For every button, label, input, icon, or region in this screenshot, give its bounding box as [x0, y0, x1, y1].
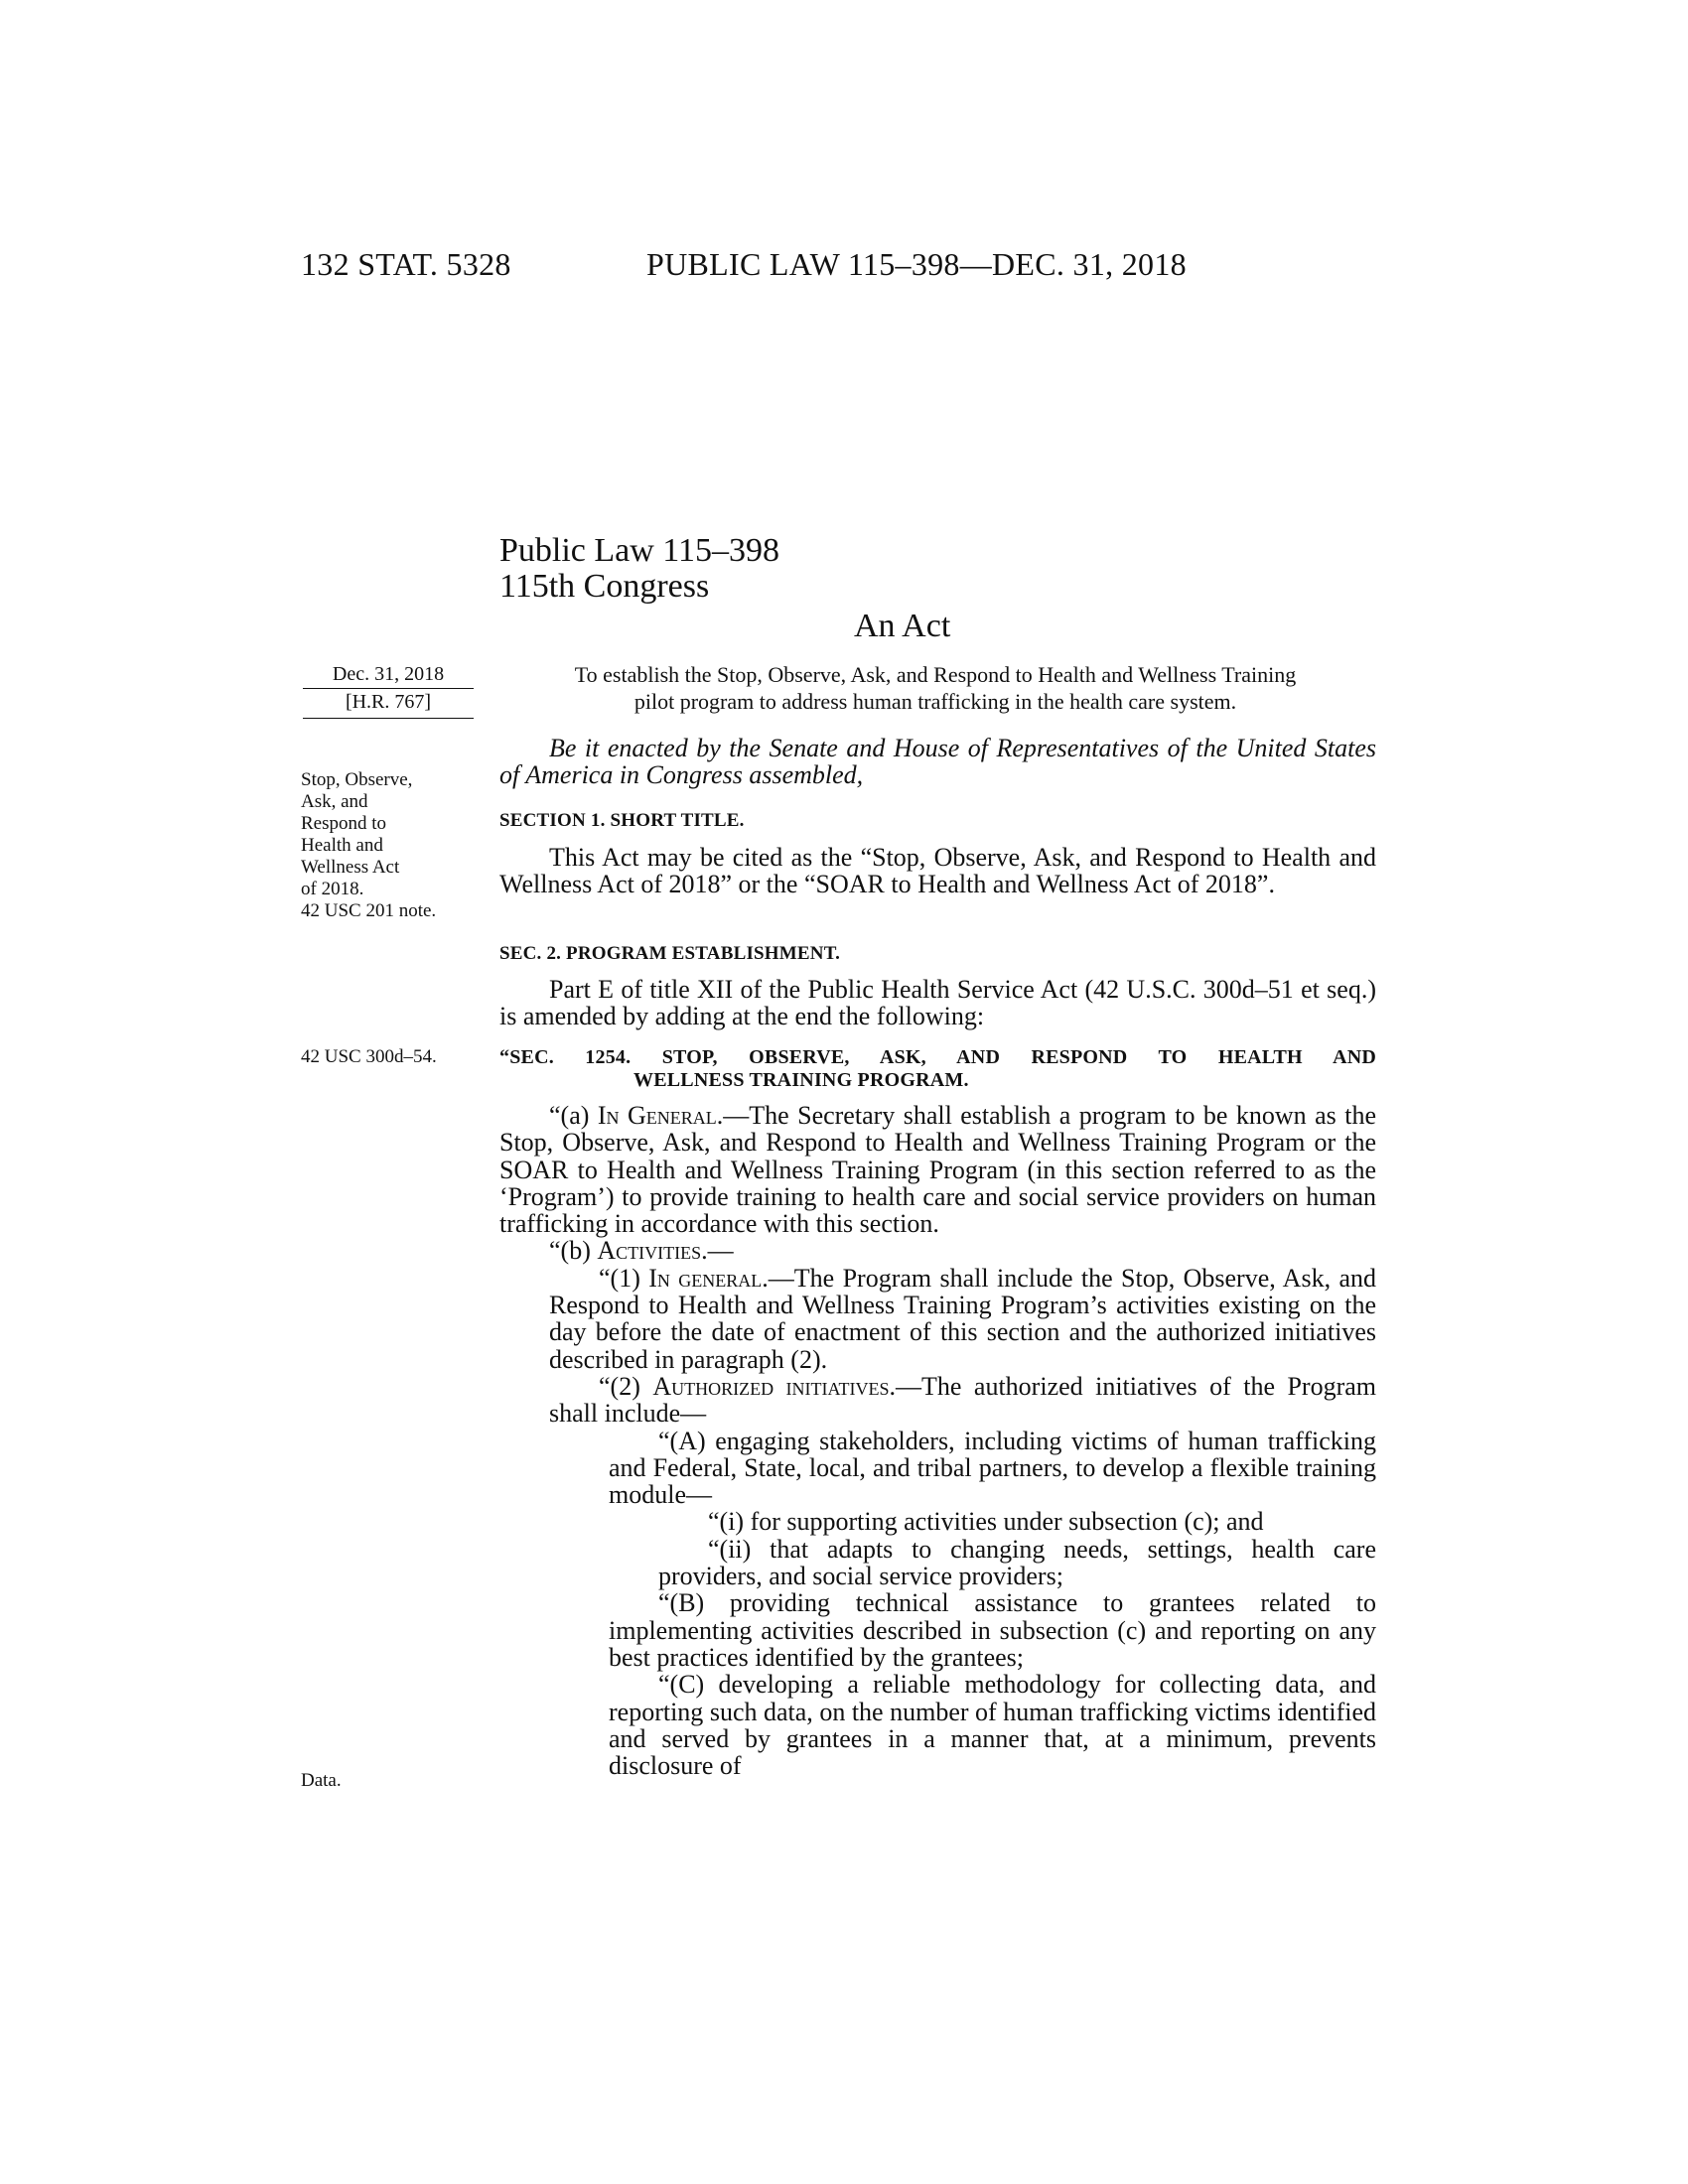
- congress-number: 115th Congress: [499, 568, 710, 605]
- paragraph-caption: In general: [648, 1263, 763, 1293]
- divider: [303, 718, 474, 719]
- section-1-text: This Act may be cited as the “Stop, Observe, Ask, and Respond to Health and Wellness Act of 2018” or the “SOAR to Health and Wellness Act of 2018”.: [499, 843, 1376, 899]
- margin-note-line: Respond to: [301, 813, 387, 834]
- enactment-date: Dec. 31, 2018: [332, 663, 445, 685]
- section-2-text: Part E of title XII of the Public Health Service Act (42 U.S.C. 300d–51 et seq.) is amended by adding at the end the following:: [499, 975, 1376, 1031]
- subparagraph-B: “(B) providing technical assistance to grantees related to implementing activities described in subsection (c) and reporting on any best practices identified by the grantees;: [609, 1588, 1376, 1672]
- margin-note-line: Ask, and: [301, 791, 368, 812]
- subsection-a: “(a) In General.—The Secretary shall establish a program to be known as the Stop, Observe, Ask, and Respond to Health and Wellness Training Program or the SOAR to Health and Wellness Training Program (in this section referred to as the ‘Program’) to provide training to health care and social service providers on human trafficking in accordance with this section.: [499, 1101, 1376, 1239]
- section-1-heading: SECTION 1. SHORT TITLE.: [499, 810, 745, 831]
- margin-note-line: Wellness Act: [301, 857, 400, 878]
- purpose-line: To establish the Stop, Observe, Ask, and Respond to Health and Wellness Training: [574, 662, 1297, 687]
- subsection-caption: In General: [597, 1101, 717, 1130]
- an-act-heading: An Act: [854, 608, 951, 644]
- subsection-caption: Activities: [597, 1236, 702, 1266]
- paragraph-caption: Authorized initiatives: [652, 1371, 890, 1401]
- page-number: 132 STAT. 5328: [301, 246, 511, 282]
- public-law-number: Public Law 115–398: [499, 532, 780, 569]
- paragraph-b2: “(2) Authorized initiatives.—The authorized initiatives of the Program shall include—: [549, 1371, 1377, 1429]
- margin-note-line: Stop, Observe,: [301, 769, 413, 790]
- clause-ii: “(ii) that adapts to changing needs, settings, health care providers, and social service providers;: [658, 1534, 1376, 1591]
- paragraph-b1: “(1) In general.—The Program shall include the Stop, Observe, Ask, and Respond to Health and Wellness Training Program’s activities existing on the day before the date of enactment of this section and the authorized initiatives described in paragraph (2).: [549, 1263, 1376, 1374]
- margin-note-usc-300d: 42 USC 300d–54.: [301, 1046, 437, 1067]
- margin-note-usc: 42 USC 201 note.: [301, 900, 437, 921]
- bill-number: [H.R. 767]: [345, 691, 432, 713]
- enacting-clause: Be it enacted by the Senate and House of Representatives of the United States of America in Congress assembled,: [499, 734, 1376, 790]
- subparagraph-C: “(C) developing a reliable methodology for collecting data, and reporting such data, on the number of human trafficking victims identified and served by grantees in a manner that, at a minimum, prevents disclosure of: [609, 1670, 1376, 1781]
- enactment-date-box: [303, 661, 474, 719]
- clause-i: “(i) for supporting activities under subsection (c); and: [708, 1507, 1264, 1537]
- section-1254-body: [499, 1102, 1376, 1779]
- margin-note-short-title: [301, 769, 436, 922]
- subparagraph-A: “(A) engaging stakeholders, including victims of human trafficking and Federal, State, local, and tribal partners, to develop a flexible training module—: [609, 1426, 1376, 1510]
- section-1254-heading: “SEC. 1254. STOP, OBSERVE, ASK, AND RESPOND TO HEALTH AND WELLNESS TRAINING PROGRAM.: [499, 1046, 1376, 1091]
- subsection-b: “(b) Activities.—: [549, 1236, 734, 1266]
- margin-note-data: Data.: [301, 1770, 342, 1791]
- section-2-heading: SEC. 2. PROGRAM ESTABLISHMENT.: [499, 943, 841, 964]
- purpose-line: pilot program to address human trafficking in the health care system.: [633, 689, 1237, 714]
- margin-note-line: Health and: [301, 835, 383, 856]
- act-purpose: [508, 661, 1362, 715]
- margin-note-line: of 2018.: [301, 879, 364, 899]
- running-head-title: PUBLIC LAW 115–398—DEC. 31, 2018: [646, 246, 1187, 282]
